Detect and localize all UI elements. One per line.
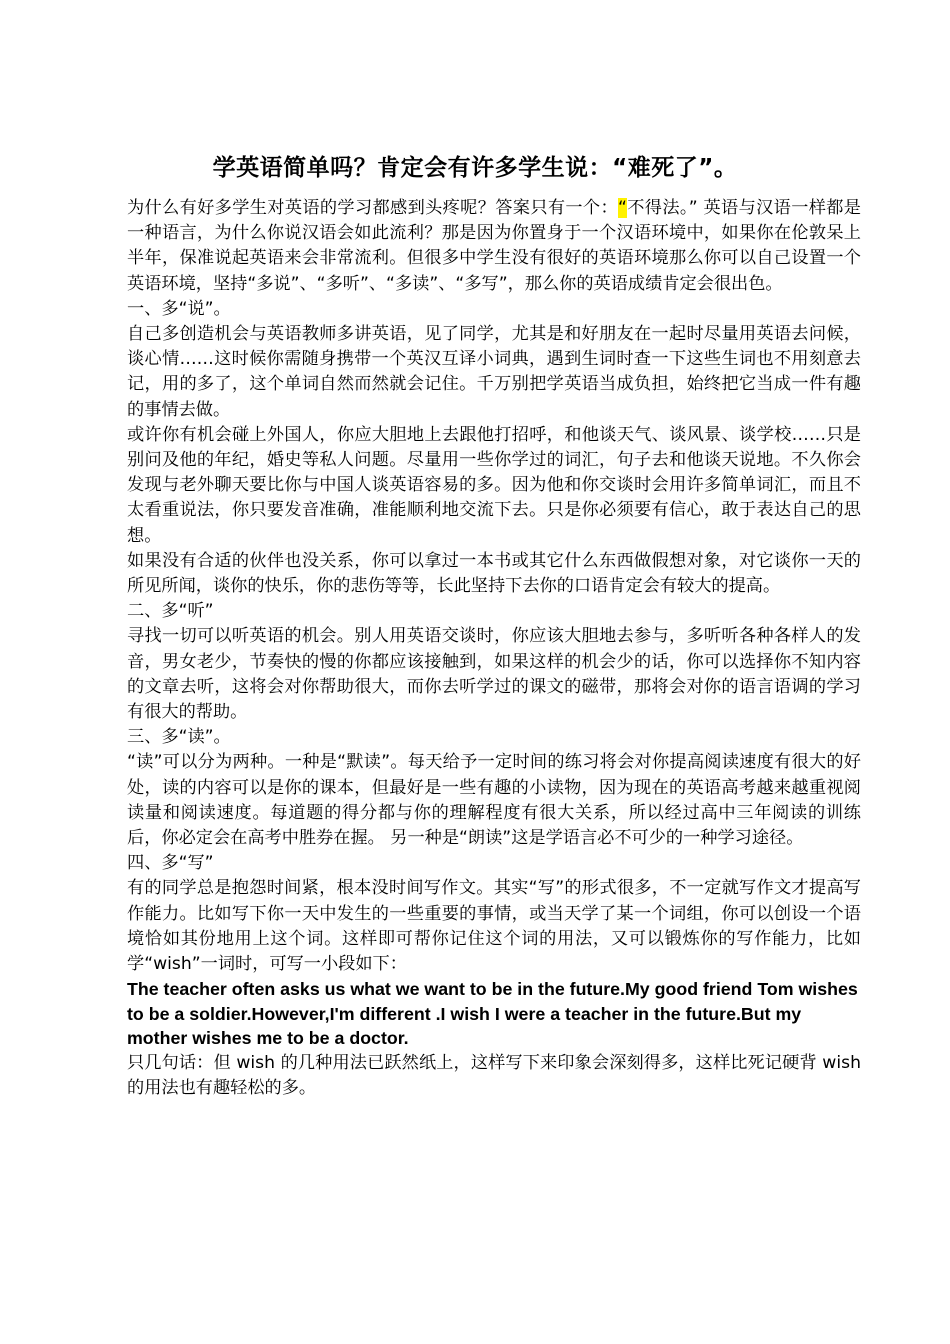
section-heading-listen: 二、多“听”	[127, 601, 214, 622]
section-heading-read: 三、多“读”。	[127, 727, 231, 748]
write-paragraph: 有的同学总是抱怨时间紧，根本没时间写作文。其实“写”的形式很多，不一定就写作文才提高写作能力。比如写下你一天中发生的一些重要的事情，或当天学了某一个词组，你可以创设一个语境恰如其份地用上这个词。这样即可帮你记住这个词的用法，又可以锻炼你的写作能力，比如学“wish”一词时，可写一小段如下：	[127, 878, 861, 975]
intro-text-continued: 不得法。” 英语与汉语一样都是一种语言，为什么你说汉语会如此流利？那是因为你置身于一个汉语环境中，如果你在伦敦呆上半年，保准说起英语来会非常流利。但很多中学生没有很好的英语环境那么你可以自己设置一个英语环境，坚持“多说”、“多听”、“多读”、“多写”，那么你的英语成绩肯定会很出色。	[127, 198, 861, 294]
highlighted-quote-mark: “	[618, 198, 627, 218]
read-paragraph: “读”可以分为两种。一种是“默读”。每天给予一定时间的练习将会对你提高阅读速度有很大的好处，读的内容可以是你的课本，但最好是一些有趣的小读物，因为现在的英语高考越来越重视阅读量和阅读速度。每道题的得分都与你的理解程度有很大关系，所以经过高中三年阅读的训练后，你必定会在高考中胜券在握。 另一种是“朗读”这是学语言必不可少的一种学习途径。	[127, 752, 861, 849]
intro-text: 为什么有好多学生对英语的学习都感到头疼呢？答案只有一个：	[127, 198, 618, 218]
speak-paragraph: 或许你有机会碰上外国人，你应大胆地上去跟他打招呼，和他谈天气、谈风景、谈学校……只是别问及他的年纪，婚史等私人问题。尽量用一些你学过的词汇，句子去和他谈天说地。不久你会发现与老外聊天要比你与中国人谈英语容易的多。因为他和你交谈时会用许多简单词汇，而且不太看重说法，你只要发音准确，准能顺利地交流下去。只是你必须要有信心，敢于表达自己的思想。	[127, 424, 861, 546]
closing-paragraph: 只几句话：但 wish 的几种用法已跃然纸上，这样写下来印象会深刻得多，这样比死记硬背 wish 的用法也有趣轻松的多。	[127, 1052, 861, 1098]
listen-paragraph: 寻找一切可以听英语的机会。别人用英语交谈时，你应该大胆地去参与，多听听各种各样人的发音，男女老少，节奏快的慢的你都应该接触到，如果这样的机会少的话，你可以选择你不知内容的文章去听，这将会对你帮助很大，而你去听学过的课文的磁带，那将会对你的语言语调的学习有很大的帮助。	[127, 626, 861, 723]
section-heading-speak: 一、多“说”。	[127, 298, 231, 319]
speak-paragraph: 自己多创造机会与英语教师多讲英语，见了同学，尤其是和好朋友在一起时尽量用英语去问候，谈心情……这时候你需随身携带一个英汉互译小词典，遇到生词时查一下这些生词也不用刻意去记，用的多了，这个单词自然而然就会记住。千万别把学英语当成负担，始终把它当成一件有趣的事情去做。	[127, 324, 861, 420]
speak-paragraph: 如果没有合适的伙伴也没关系，你可以拿过一本书或其它什么东西做假想对象，对它谈你一天的所见所闻，谈你的快乐，你的悲伤等等，长此坚持下去你的口语肯定会有较大的提高。	[127, 550, 861, 597]
english-example: The teacher often asks us what we want to be in the future.My good friend Tom wishes to be a soldier.However,I'm different .I wish I were a teacher in the future.But my mother wishes me to be a doctor.	[127, 979, 858, 1049]
section-heading-write: 四、多“写”	[127, 853, 214, 874]
article-body	[127, 196, 861, 1101]
intro-paragraph	[127, 196, 861, 297]
page-title: 学英语简单吗？肯定会有许多学生说：“难死了”。	[212, 155, 738, 181]
